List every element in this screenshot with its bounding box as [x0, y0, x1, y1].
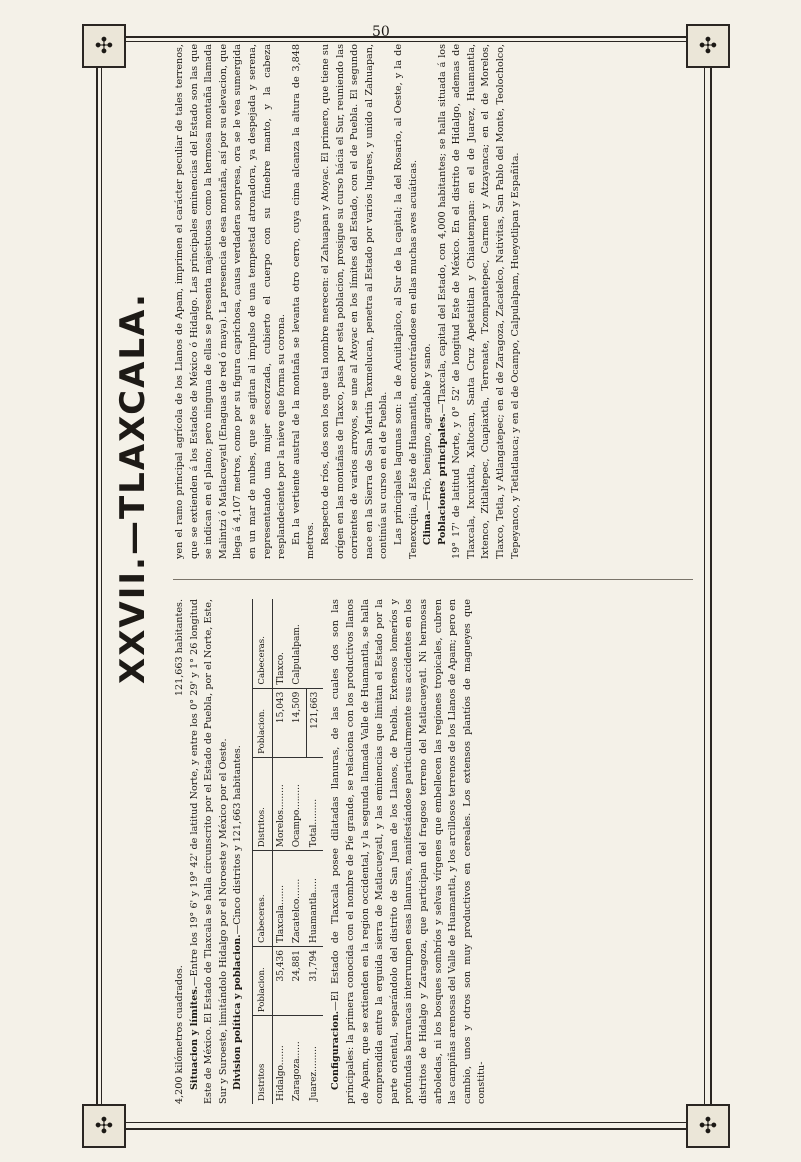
table-cell: Juarez......... — [309, 1046, 320, 1101]
th-cabeceras: Cabeceras. — [252, 851, 272, 947]
paragraph: Respecto de ríos, dos son los que tal nombre merecen: el Zahuapan y Atoyac. El primero, que tiene su orígen en las montañas de Tlaxco, pasa por esta poblacion, prosigue su curso hácia el Sur, reuniendo las corrientes de varios arroyos, se une al Atoyac en los límites del Estado, con el de Puebla. El segundo nace en la Sierra de San Martin Texmelucan, penetra al Estado por varios lugares, y unido al Zahuapan, continúa su curso en el de Puebla. — [319, 44, 390, 559]
clima-text: —Frio, benigno, agradable y sano. — [422, 343, 434, 511]
corner-ornament-icon: ✣ — [82, 24, 126, 68]
clima-heading: Clima. — [422, 510, 434, 545]
configuracion-text: —El Estado de Tlaxcala posee dilatadas llanuras, de las cuales dos son las principales: la primera conocida con el nombre de Píe grande, se relaciona con los productivos llanos de Apam, que se extienden en la region occidental, y la segunda llamada Valle de Huamantla, se halla comprendida entre la erguida sierra de Matlacueyatl, y las eminencias que limitan el Estado por la parte oriental, separándolo del distrito de San Juan de los Llanos, de Puebla. Extensos lomeríos y profundas barrancas interrumpen esas llanuras, manifestándose particularmente sus accidentes en los distritos de Hidalgo y Zaragoza, que participan del fragoso terreno del Matlacueyatl. Ni hermosas arboledas, ni los bosques sombríos y selvas vírgenes que embellecen las regiones tropicales, cubren las campiñas arenosas del Valle de Huamantla, y los arcillosos terrenos de los Llanos de Apam; pero en cambio, unos y otros son muy productivos en cereales. Los extensos plantíos de magueyes que constitu- — [330, 599, 488, 1104]
table-row — [306, 599, 323, 1104]
population-text: 121,663 habitantes. — [174, 599, 185, 697]
division-heading: Division política y poblacion. — [232, 934, 244, 1090]
table-cell: Zacatelco....... — [289, 851, 306, 947]
page-number: 50 — [372, 24, 390, 40]
corner-ornament-icon: ✣ — [686, 24, 730, 68]
th-poblacion-2: Poblacion. — [252, 688, 272, 757]
division-text: —Cinco distritos y 121,663 habitantes. — [232, 745, 244, 935]
configuracion-heading: Configuracion. — [330, 1010, 342, 1090]
rotated-content — [103, 42, 703, 1104]
area-text: 4,200 kilómetros cuadrados. — [174, 965, 185, 1104]
table-cell: Ocampo......... — [289, 757, 306, 850]
table-cell: Tlaxco. — [272, 599, 289, 688]
table-row — [289, 599, 306, 1104]
poblaciones-text: —Tlaxcala, capital del Estado, con 4,000 habitantes; se halla situada á los 19° 17' de latitud Norte, y 0° 52' de longitud Este de México. En el distrito de Hidalgo, ademas de Tlaxcala, Ixcuixtla, Xaltocan, Santa Cruz Apetatitlan y Chiautempan: en el de Juarez, Huamantla, Ixtenco, Zitlaltepec, Cuapiaxtla, Terrenate, Tzompantepec, Carmen y Atzayanca; en el de Morelos, Tlaxco, Tetla, y Atlangatepec; en el de Zaragoza, Zacatelco, Nativitas, San Pablo del Monte, Teolocholco, Tepeyanco, y Tetlatlauca; y en el de Ocampo, Calpulalpam, Hueyotlipan y Españita. — [436, 44, 521, 559]
table-cell — [306, 599, 323, 688]
th-poblacion: Poblacion. — [252, 946, 272, 1015]
paragraph: yen el ramo principal agrícola de los Llanos de Apam, imprimen el carácter peculiar de tales terrenos, que se extienden á los Estados de México ó Hidalgo. Las principales eminencias del Estado son las que se indican en el plano; pero ninguna de ellas se presenta majestuosa como la hermosa montaña llamada Malintzi ó Matlacueyatl (Enaguas de red ó maya). La presencia de esa montaña, así por su elevacion, que llega á 4,107 metros, como por su figura caprichosa, causa verdadera sorpresa, ora se le vea sumergida en un mar de nubes, que se agitan al impulso de una tempestad atronadora, ya despejada y serena, representando una mujer escorzada, cubierto el cuerpo con su fúnebre manto, y la cabeza resplandeciente por la nieve que forma su corona. — [174, 44, 288, 559]
table-cell: Tlaxcala....... — [272, 851, 289, 947]
th-distritos-2: Distritos. — [252, 757, 272, 850]
table-cell: 24,881 — [289, 946, 306, 1015]
th-cabeceras-2: Cabeceras. — [252, 599, 272, 688]
table-cell: Calpulalpam. — [289, 599, 306, 688]
paragraph: En la vertiente austral de la montaña se levanta otro cerro, cuya cima alcanza la altura de 3,848 metros. — [290, 44, 317, 559]
total-label: Total......... — [306, 757, 323, 850]
poblaciones-heading: Poblaciones principales. — [436, 413, 448, 545]
right-column — [173, 44, 523, 559]
table-cell: 35,436 — [272, 946, 289, 1015]
table-cell: 14,509 — [289, 688, 306, 757]
table-cell: Morelos......... — [272, 757, 289, 850]
table-cell: Hidalgo....... — [275, 1045, 286, 1101]
table-cell: 15,043 — [272, 688, 289, 757]
table-cell: Zaragoza...... — [292, 1041, 303, 1101]
districts-table — [252, 599, 323, 1104]
column-divider — [173, 579, 693, 580]
table-cell: Huamantla..... — [306, 851, 323, 947]
situacion-heading: Situacion y límites. — [188, 985, 200, 1090]
corner-ornament-icon: ✣ — [82, 1104, 126, 1148]
table-row — [272, 599, 289, 1104]
th-distritos: Distritos — [252, 1016, 272, 1104]
paragraph: Las principales lagunas son: la de Acuitlapilco, al Sur de la capital; la del Rosario, al Oeste, y la de Tenexcqiia, al Este de Huamantla, encontrándose en ellas muchas aves acuáticas. — [392, 44, 419, 559]
situacion-text: —Entre los 19° 6' y 19° 42' de latitud Norte, y entre los 0° 29' y 1° 26 longitud Este de México. El Estado de Tlaxcala se halla circunscrito por el Estado de Puebla, por el Norte, Este, Sur y Suroeste, limitándolo Hidalgo por el Noroeste y México por el Oeste. — [188, 599, 229, 1104]
chapter-title: XXVII.—TLAXCALA. — [113, 292, 153, 684]
total-value: 121,663 — [306, 688, 323, 757]
corner-ornament-icon: ✣ — [686, 1104, 730, 1148]
left-column — [173, 599, 490, 1104]
table-cell: 31,794 — [306, 946, 323, 1015]
